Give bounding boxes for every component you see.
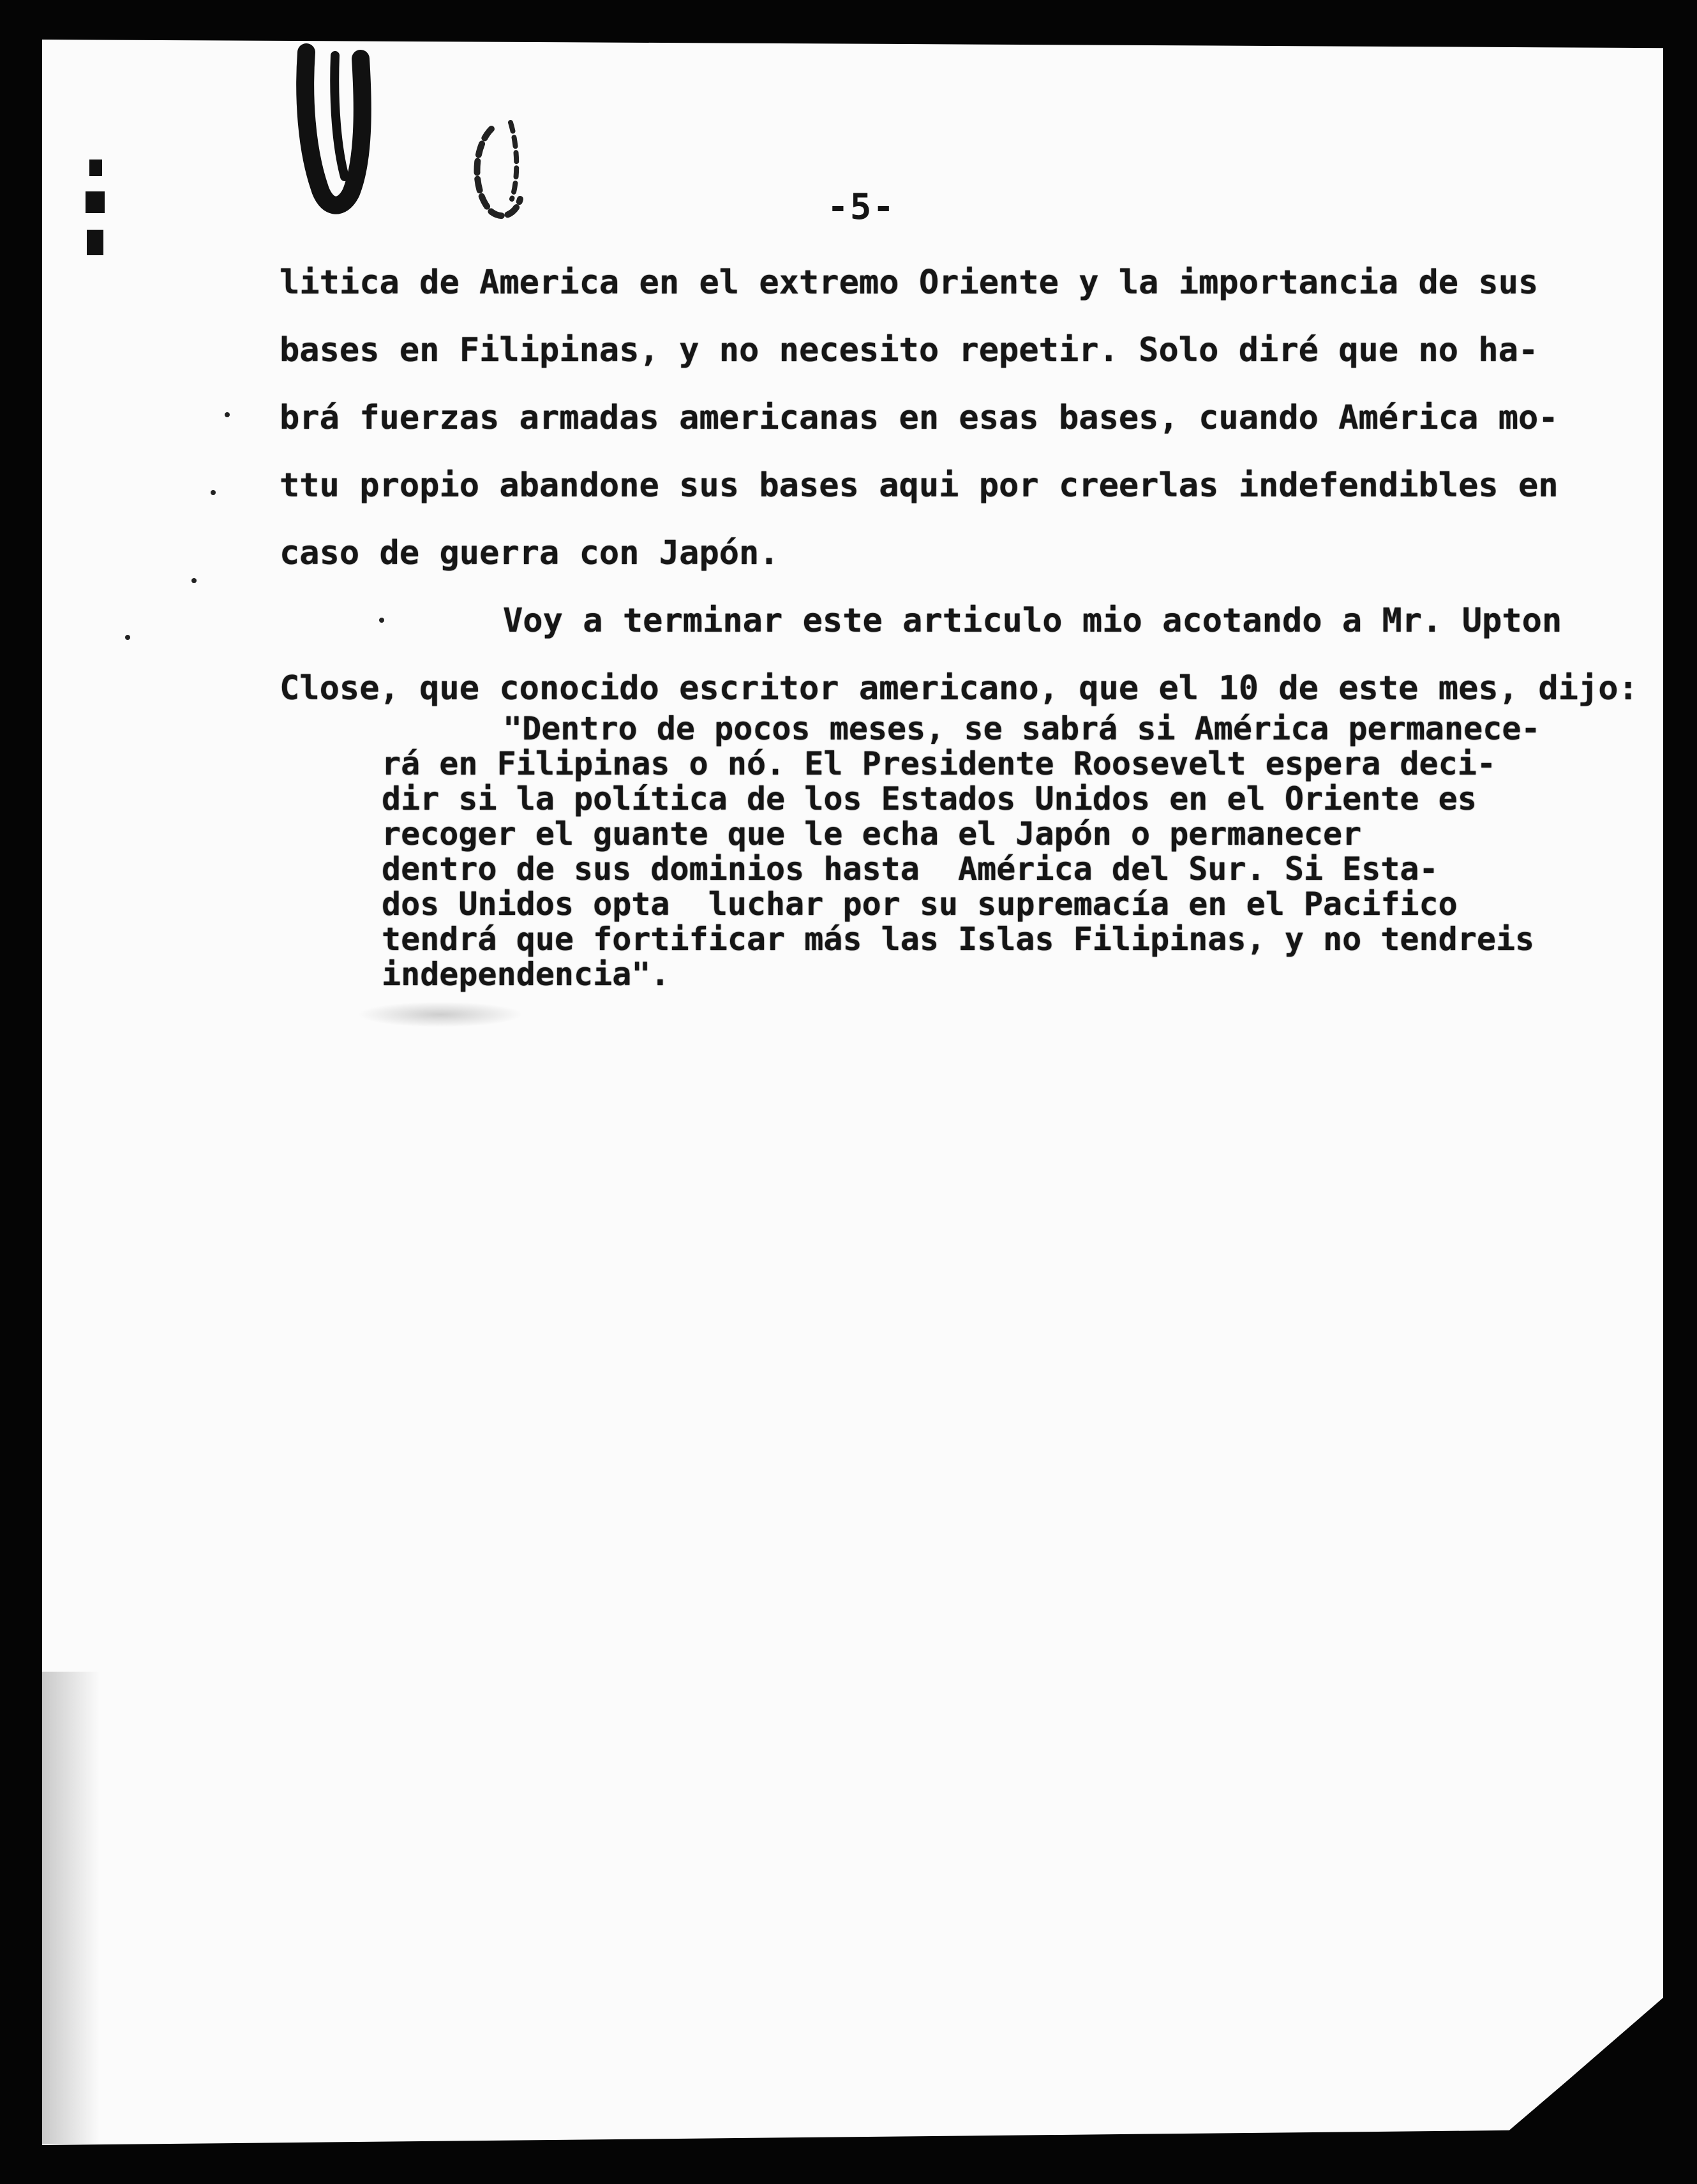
body-text	[280, 249, 1638, 722]
quote-line: dos Unidos opta luchar por su supremacía en el Pacifico	[382, 886, 1458, 923]
page-number: -5-	[827, 186, 896, 228]
paragraph-1-line: litica de America en el extremo Oriente y la importancia de sus	[280, 264, 1539, 302]
faint-smudge	[357, 1002, 523, 1027]
ink-speck	[225, 412, 230, 417]
quote-line: dir si la política de los Estados Unidos en el Oriente es	[382, 780, 1477, 817]
paragraph-1-line: brá fuerzas armadas americanas en esas bases, cuando América mo-	[280, 399, 1559, 437]
hole-punch-marks	[77, 153, 128, 268]
quote-line: independencia".	[382, 956, 670, 993]
quote-line: rá en Filipinas o nó. El Presidente Roosevelt espera deci-	[382, 745, 1496, 782]
quote-line: tendrá que fortificar más las Islas Filipinas, y no tendreis	[382, 921, 1535, 958]
ink-speck	[125, 635, 130, 640]
ink-speck	[211, 490, 216, 495]
paragraph-1-line: ttu propio abandone sus bases aqui por creerlas indefendibles en	[280, 466, 1559, 505]
quote-line: "Dentro de pocos meses, se sabrá si América permanece-	[503, 710, 1541, 747]
paragraph-2-line: Voy a terminar este articulo mio acotando a Mr. Upton	[503, 602, 1562, 640]
handwritten-initials	[281, 40, 587, 237]
quote-line: dentro de sus dominios hasta América del Sur. Si Esta-	[382, 851, 1439, 888]
page-fold-shadow	[42, 1672, 100, 2144]
paragraph-1-line: bases en Filipinas, y no necesito repetir. Solo diré que no ha-	[280, 331, 1539, 369]
block-quote	[382, 711, 1556, 992]
paragraph-1-line: caso de guerra con Japón.	[280, 534, 779, 572]
paragraph-2-line: Close, que conocido escritor americano, que el 10 de este mes, dijo:	[280, 669, 1638, 708]
quote-line: recoger el guante que le echa el Japón o permanecer	[382, 815, 1381, 852]
ink-speck	[191, 578, 197, 583]
